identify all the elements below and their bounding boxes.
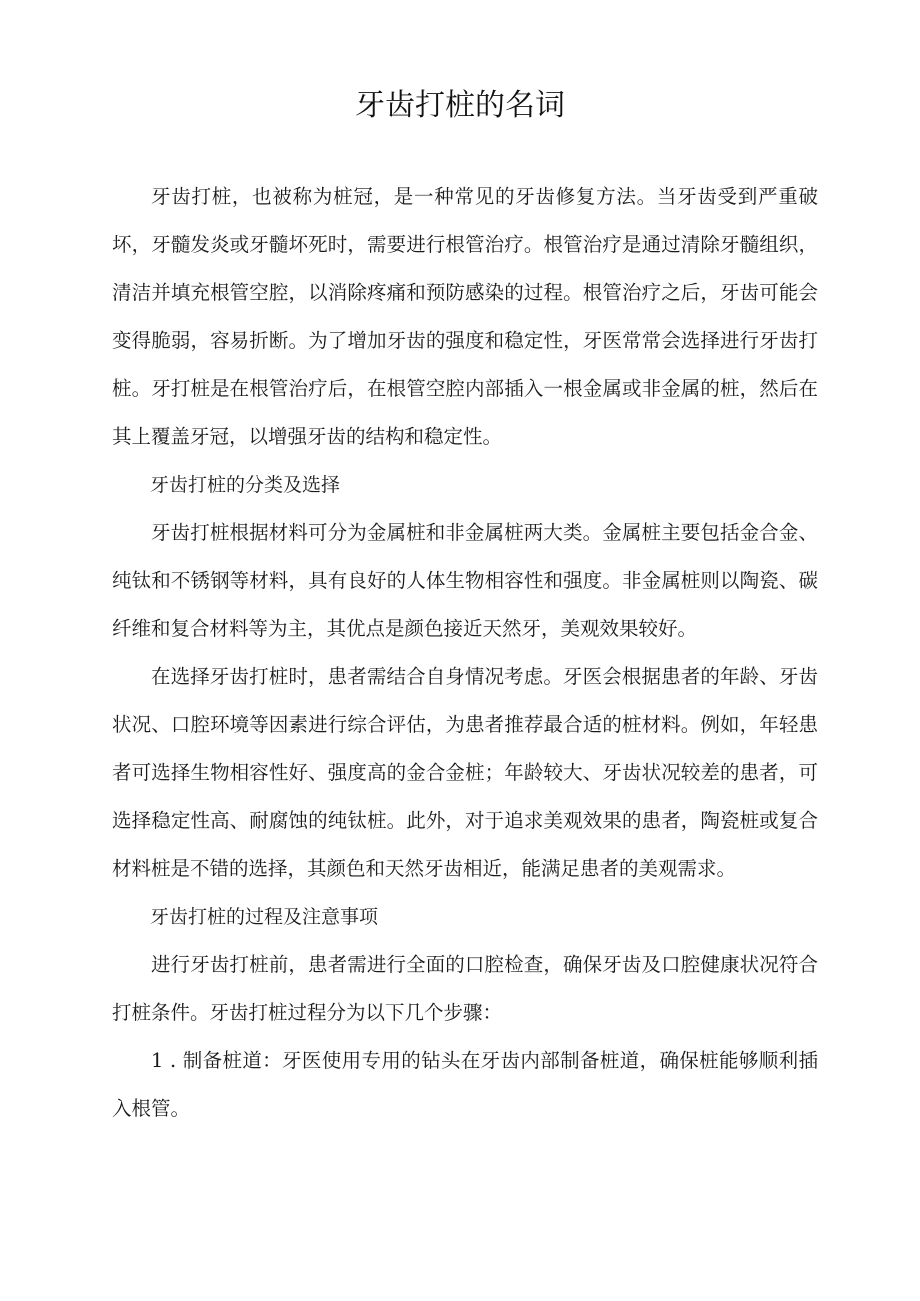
section-heading-process: 牙齿打桩的过程及注意事项 [150,906,379,928]
document-body [112,173,818,1133]
document-title: 牙齿打桩的名词 [355,88,565,123]
paragraph-step-1: 1 . 制备桩道：牙医使用专用的钻头在牙齿内部制备桩道，确保桩能够顺利插入根管。 [112,1049,818,1120]
paragraph-intro: 牙齿打桩，也被称为桩冠，是一种常见的牙齿修复方法。当牙齿受到严重破坏，牙髓发炎或牙髓坏死时，需要进行根管治疗。根管治疗是通过清除牙髓组织，清洁并填充根管空腔，以消除疼痛和预防感染的过程。根管治疗之后，牙齿可能会变得脆弱，容易折断。为了增加牙齿的强度和稳定性，牙医常常会选择进行牙齿打桩。牙打桩是在根管治疗后，在根管空腔内部插入一根金属或非金属的桩，然后在其上覆盖牙冠，以增强牙齿的结构和稳定性。 [112,185,818,448]
paragraph-selection: 在选择牙齿打桩时，患者需结合自身情况考虑。牙医会根据患者的年龄、牙齿状况、口腔环境等因素进行综合评估，为患者推荐最合适的桩材料。例如，年轻患者可选择生物相容性好、强度高的金合金桩；年龄较大、牙齿状况较差的患者，可选择稳定性高、耐腐蚀的纯钛桩。此外，对于追求美观效果的患者，陶瓷桩或复合材料桩是不错的选择，其颜色和天然牙齿相近，能满足患者的美观需求。 [112,665,818,880]
section-heading-classification: 牙齿打桩的分类及选择 [150,474,341,496]
paragraph-process-intro: 进行牙齿打桩前，患者需进行全面的口腔检查，确保牙齿及口腔健康状况符合打桩条件。牙齿打桩过程分为以下几个步骤： [112,953,818,1024]
paragraph-materials: 牙齿打桩根据材料可分为金属桩和非金属桩两大类。金属桩主要包括金合金、纯钛和不锈钢等材料，具有良好的人体生物相容性和强度。非金属桩则以陶瓷、碳纤维和复合材料等为主，其优点是颜色接近天然牙，美观效果较好。 [112,521,818,640]
